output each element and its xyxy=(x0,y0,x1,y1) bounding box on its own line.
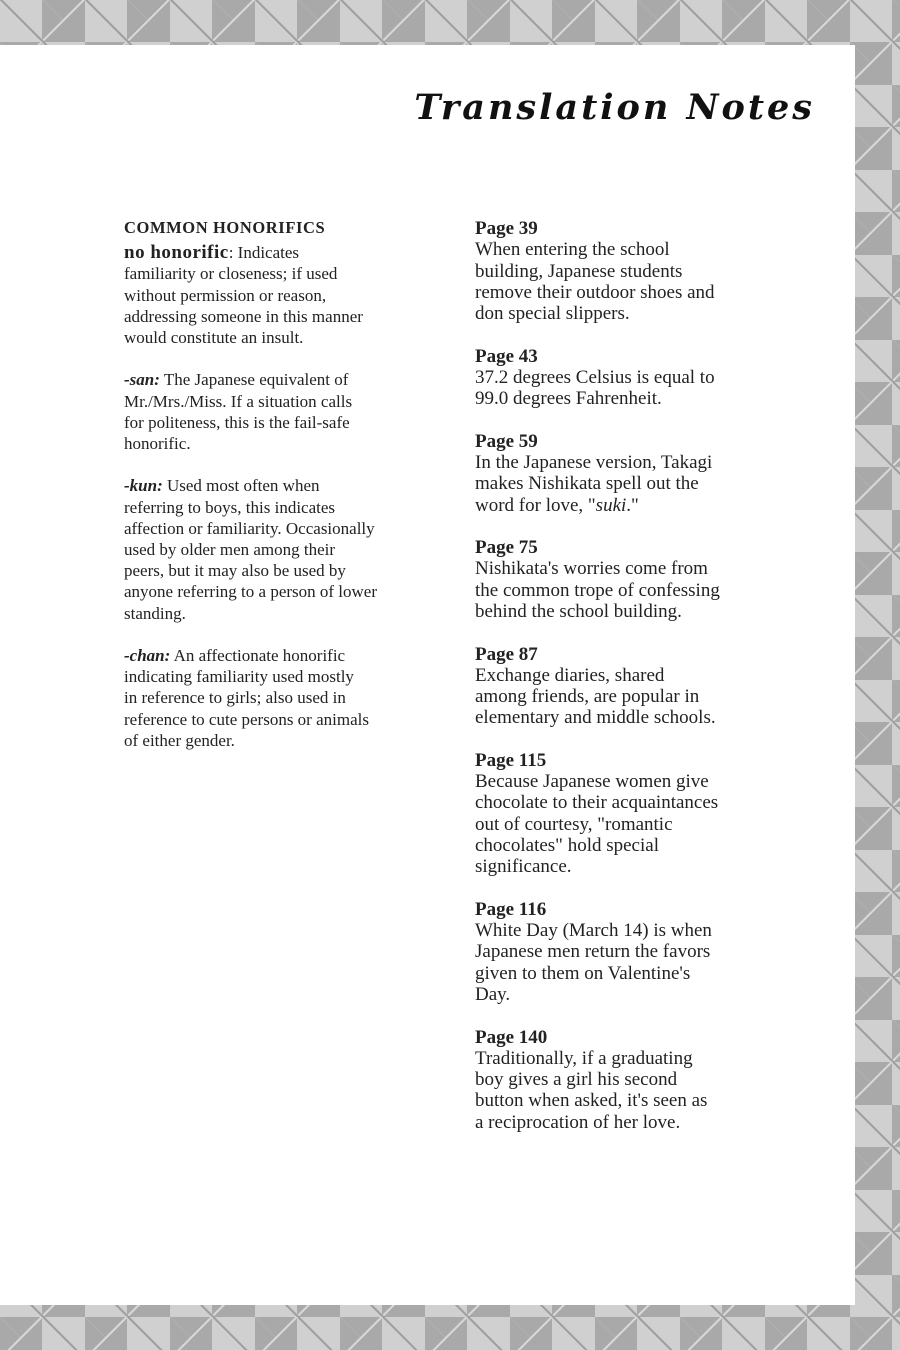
entry-line xyxy=(124,391,377,412)
note-line: remove their outdoor shoes and xyxy=(475,281,715,303)
entry-line xyxy=(124,539,377,560)
note-entry xyxy=(475,537,720,622)
notes-column xyxy=(475,218,720,1154)
note-line: given to them on Valentine's xyxy=(475,962,691,984)
entry-line xyxy=(124,327,377,348)
entry-line xyxy=(124,518,377,539)
entry-text: honorific. xyxy=(124,434,191,454)
entry-line xyxy=(124,603,377,624)
honorific-term: no honorific xyxy=(124,242,229,264)
note-text: ." xyxy=(626,494,639,516)
entry-text: Mr./Mrs./Miss. If a situation calls xyxy=(124,391,353,411)
honorific-entry xyxy=(124,645,377,751)
note-line: don special slippers. xyxy=(475,303,630,325)
entry-line xyxy=(124,369,377,390)
entry-text: of either gender. xyxy=(124,730,235,750)
entry-line xyxy=(124,687,377,708)
note-page-heading: Page 75 xyxy=(475,537,538,559)
note-line: White Day (March 14) is when xyxy=(475,920,712,942)
note-page-heading: Page 39 xyxy=(475,218,538,239)
honorific-term: -san: xyxy=(124,370,160,390)
note-page-heading: Page 115 xyxy=(475,749,547,771)
note-entry xyxy=(475,1027,720,1133)
note-line: chocolates" hold special xyxy=(475,835,659,857)
note-entry xyxy=(475,431,720,516)
honorific-entry xyxy=(124,475,377,623)
entry-text: reference to cute persons or animals xyxy=(124,709,369,729)
note-line xyxy=(475,495,720,516)
note-line: In the Japanese version, Takagi xyxy=(475,452,713,474)
entry-text: would constitute an insult. xyxy=(124,328,304,348)
note-entry xyxy=(475,750,720,878)
note-line: elementary and middle schools. xyxy=(475,707,716,729)
italic-term: suki xyxy=(595,494,627,516)
note-page-heading: Page 87 xyxy=(475,643,538,665)
section-heading: COMMON HONORIFICS xyxy=(124,218,326,237)
honorific-entry xyxy=(124,242,377,348)
note-line: Because Japanese women give xyxy=(475,771,709,793)
page-title: Translation Notes xyxy=(414,87,815,128)
entry-text: peers, but it may also be used by xyxy=(124,561,346,581)
honorific-entry xyxy=(124,369,377,454)
entry-text: familiarity or closeness; if used xyxy=(124,264,338,284)
note-line: When entering the school xyxy=(475,239,670,261)
note-line: Nishikata's worries come from xyxy=(475,558,708,580)
entry-text: The Japanese equivalent of xyxy=(159,370,349,390)
entry-line xyxy=(124,412,377,433)
note-line: Day. xyxy=(475,984,511,1006)
entry-line xyxy=(124,730,377,751)
note-page-heading: Page 140 xyxy=(475,1026,548,1048)
note-line: button when asked, it's seen as xyxy=(475,1090,708,1112)
note-page-heading: Page 59 xyxy=(475,430,538,452)
honorific-term: -chan: xyxy=(124,646,171,666)
note-page-heading: Page 43 xyxy=(475,345,538,367)
entry-text: for politeness, this is the fail-safe xyxy=(124,412,350,432)
entry-line xyxy=(124,666,377,687)
note-line: significance. xyxy=(475,856,572,878)
note-entry xyxy=(475,346,720,410)
note-line: 37.2 degrees Celsius is equal to xyxy=(475,366,715,388)
entry-line xyxy=(124,709,377,730)
honorific-term: -kun: xyxy=(124,476,163,496)
entry-text: referring to boys, this indicates xyxy=(124,497,336,517)
note-line: behind the school building. xyxy=(475,601,682,623)
entry-text: standing. xyxy=(124,603,186,623)
entry-line xyxy=(124,475,377,496)
note-line: Exchange diaries, shared xyxy=(475,664,665,686)
honorifics-column xyxy=(124,217,377,772)
entry-line xyxy=(124,581,377,602)
entry-line xyxy=(124,433,377,454)
entry-line xyxy=(124,645,377,666)
note-line: Traditionally, if a graduating xyxy=(475,1047,693,1069)
note-entry xyxy=(475,899,720,1005)
entry-line xyxy=(124,263,377,284)
entry-text: affection or familiarity. Occasionally xyxy=(124,518,375,538)
entry-text: without permission or reason, xyxy=(124,285,327,305)
note-line: Japanese men return the favors xyxy=(475,941,711,963)
entry-text: addressing someone in this manner xyxy=(124,306,363,326)
note-line: boy gives a girl his second xyxy=(475,1069,678,1091)
note-line: a reciprocation of her love. xyxy=(475,1111,681,1133)
entry-text: : Indicates xyxy=(228,243,300,263)
entry-text: used by older men among their xyxy=(124,540,336,560)
note-entry xyxy=(475,218,720,324)
page xyxy=(0,45,855,1305)
note-page-heading: Page 116 xyxy=(475,898,547,920)
note-line: chocolate to their acquaintances xyxy=(475,792,719,814)
note-line: 99.0 degrees Fahrenheit. xyxy=(475,388,662,410)
entry-text: in reference to girls; also used in xyxy=(124,688,346,708)
entry-line xyxy=(124,306,377,327)
note-text: word for love, " xyxy=(475,494,596,516)
note-line: the common trope of confessing xyxy=(475,579,720,601)
entry-line xyxy=(124,497,377,518)
note-line: among friends, are popular in xyxy=(475,686,700,708)
entry-text: anyone referring to a person of lower xyxy=(124,582,378,602)
entry-text: Used most often when xyxy=(162,476,320,496)
note-line: makes Nishikata spell out the xyxy=(475,473,699,495)
note-line: out of courtesy, "romantic xyxy=(475,813,673,835)
entry-line xyxy=(124,560,377,581)
entry-text: indicating familiarity used mostly xyxy=(124,667,354,687)
entry-text: An affectionate honorific xyxy=(170,646,346,666)
note-line: building, Japanese students xyxy=(475,260,683,282)
entry-line xyxy=(124,285,377,306)
note-entry xyxy=(475,644,720,729)
entry-line xyxy=(124,242,377,263)
